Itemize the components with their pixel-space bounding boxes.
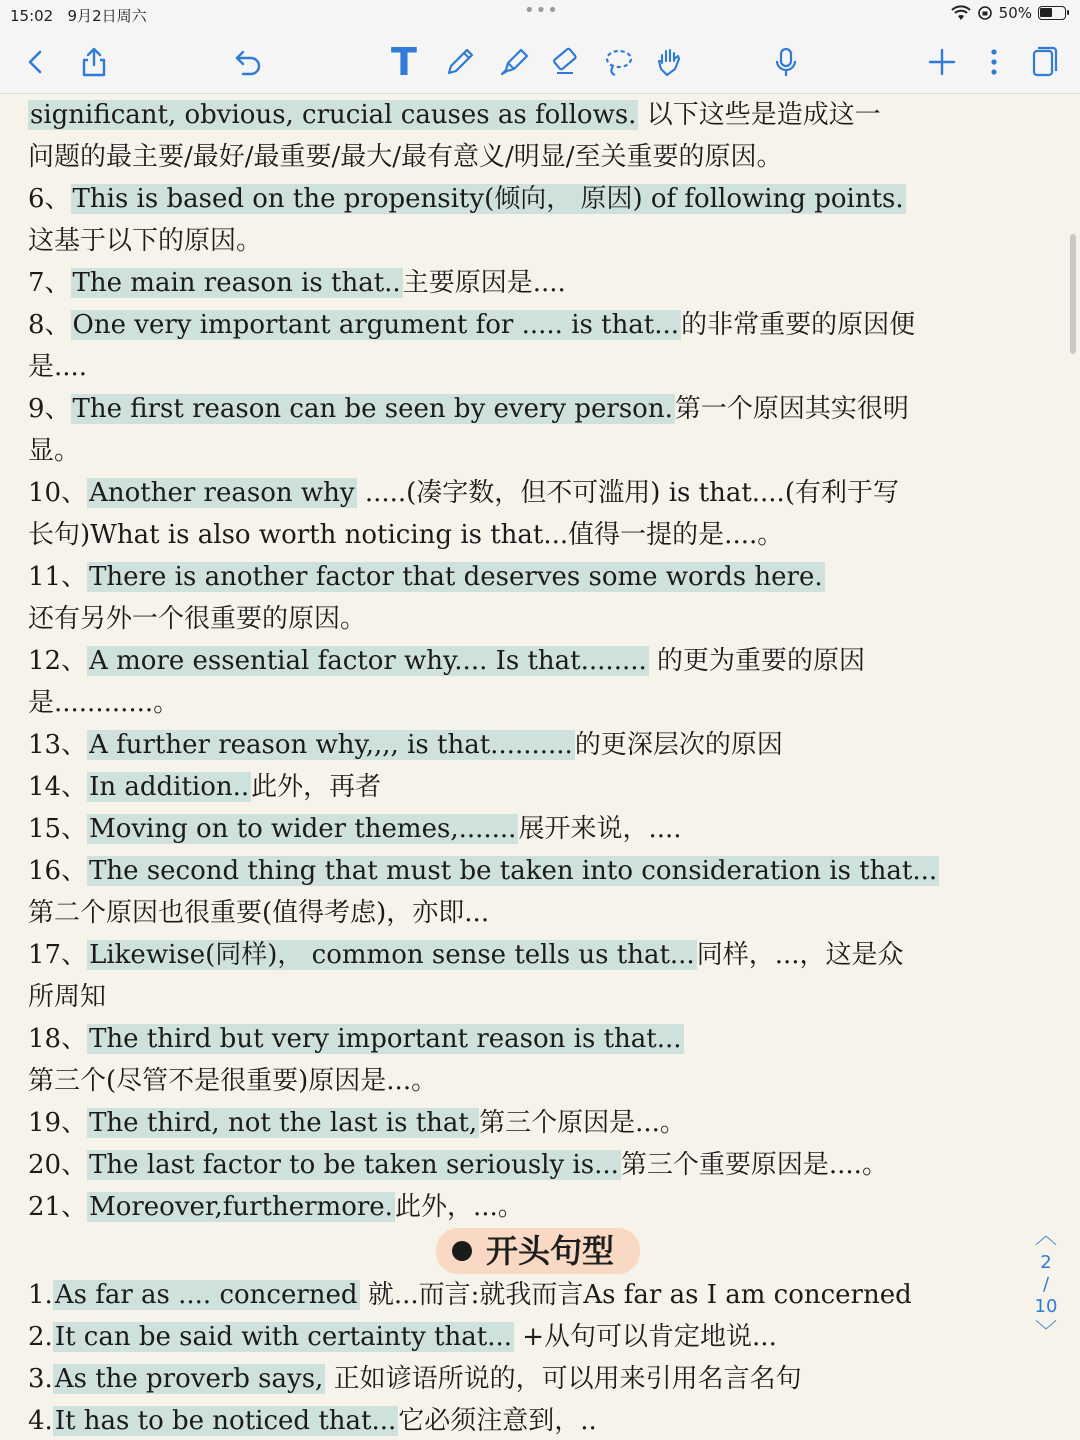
- line-number: 21、: [28, 1192, 88, 1222]
- note-text: 显。: [28, 436, 81, 466]
- line-number: 12、: [28, 646, 88, 676]
- note-text: 第三个原因是...。: [479, 1108, 686, 1138]
- line-number: 13、: [28, 730, 88, 760]
- note-line: [28, 556, 1048, 598]
- highlighted-phrase: There is another factor that deserves some words here.: [89, 562, 823, 592]
- section-heading: [28, 1228, 1048, 1274]
- status-right: [951, 4, 1066, 22]
- highlighted-phrase: It has to be noticed that...: [54, 1406, 397, 1436]
- note-text: 正如谚语所说的，可以用来引用名言名句: [325, 1364, 802, 1394]
- note-text: 它必须注意到，..: [398, 1406, 597, 1436]
- highlighted-phrase: As far as .... concerned: [54, 1280, 358, 1310]
- lasso-icon[interactable]: [598, 42, 638, 82]
- note-text: 同样，...，这是众: [696, 940, 904, 970]
- note-line: [28, 1102, 1048, 1144]
- add-icon[interactable]: [922, 42, 962, 82]
- section-heading-label: 开头句型: [436, 1228, 640, 1274]
- note-line: [28, 850, 1048, 892]
- note-line: [28, 640, 1048, 682]
- note-line: [28, 766, 1048, 808]
- note-line: [28, 220, 1048, 262]
- line-number: 2.: [28, 1322, 53, 1352]
- note-text: 此外，...。: [394, 1192, 524, 1222]
- page-up-icon[interactable]: ︿: [1034, 1224, 1057, 1249]
- note-text: 第三个重要原因是....。: [620, 1150, 888, 1180]
- note-line: [28, 934, 1048, 976]
- share-icon[interactable]: [74, 42, 114, 82]
- note-text: 以下这些是造成这一: [638, 100, 881, 130]
- highlighted-phrase: The main reason is that..: [72, 268, 401, 298]
- note-line: [28, 1144, 1048, 1186]
- line-number: 11、: [28, 562, 88, 592]
- line-number: 8、: [28, 310, 71, 340]
- line-number: 14、: [28, 772, 88, 802]
- note-text: 第二个原因也很重要(值得考虑)，亦即...: [28, 898, 490, 928]
- highlighted-phrase: This is based on the propensity(倾向， 原因) of following points.: [72, 184, 904, 214]
- note-text: 是............。: [28, 688, 180, 718]
- line-number: 20、: [28, 1150, 88, 1180]
- toolbar: [0, 28, 1080, 94]
- highlighted-phrase: As the proverb says,: [54, 1364, 324, 1394]
- note-line: [28, 724, 1048, 766]
- battery-icon: [1038, 6, 1066, 20]
- line-number: 15、: [28, 814, 88, 844]
- note-line: [28, 472, 1048, 514]
- line-number: 10、: [28, 478, 88, 508]
- note-text: 的非常重要的原因便: [681, 310, 916, 340]
- line-number: 3.: [28, 1364, 53, 1394]
- current-page: 2: [1040, 1252, 1052, 1273]
- highlighted-phrase: A more essential factor why.... Is that........: [89, 646, 647, 676]
- note-line: [28, 892, 1048, 934]
- back-icon[interactable]: [16, 42, 56, 82]
- date: 9月2日周六: [67, 7, 147, 25]
- note-text: 就...而言:就我而言As far as I am concerned: [359, 1280, 912, 1310]
- highlighted-phrase: Likewise(同样)， common sense tells us that...: [89, 940, 695, 970]
- note-text: +从句可以肯定地说...: [513, 1322, 777, 1352]
- note-line: [28, 1274, 1048, 1316]
- line-number: 17、: [28, 940, 88, 970]
- note-text: 所周知: [28, 982, 107, 1012]
- highlighted-phrase: Another reason why: [89, 478, 355, 508]
- text-tool-icon[interactable]: [384, 42, 424, 82]
- note-text: 还有另外一个很重要的原因。: [28, 604, 367, 634]
- multitasking-dots-icon[interactable]: •••: [524, 0, 559, 21]
- highlighted-phrase: One very important argument for ..... is that...: [72, 310, 680, 340]
- line-number: 6、: [28, 184, 71, 214]
- note-line: [28, 808, 1048, 850]
- text-tool-glyph: T: [391, 40, 417, 84]
- note-line: [28, 1018, 1048, 1060]
- note-text: 第三个(尽管不是很重要)原因是...。: [28, 1066, 438, 1096]
- pages-icon[interactable]: [1024, 42, 1064, 82]
- note-text: 主要原因是....: [402, 268, 566, 298]
- hand-icon[interactable]: [650, 42, 690, 82]
- note-line: [28, 136, 1048, 178]
- note-line: [28, 1186, 1048, 1228]
- line-number: 18、: [28, 1024, 88, 1054]
- page-separator: /: [1042, 1274, 1050, 1295]
- note-line: [28, 1400, 1048, 1440]
- note-line: [28, 514, 1048, 556]
- note-line: [28, 388, 1048, 430]
- highlighted-phrase: significant, obvious, crucial causes as follows.: [30, 100, 637, 130]
- note-line: [28, 178, 1048, 220]
- battery-percent: 50%: [998, 4, 1032, 22]
- note-line: [28, 262, 1048, 304]
- note-text: 展开来说，....: [518, 814, 682, 844]
- highlighted-phrase: The first reason can be seen by every person.: [72, 394, 673, 424]
- note-text: 第一个原因其实很明: [674, 394, 909, 424]
- highlighted-phrase: A further reason why,,,, is that..........: [89, 730, 573, 760]
- note-text: 的更深层次的原因: [574, 730, 783, 760]
- pen-icon[interactable]: [440, 42, 480, 82]
- line-number: 9、: [28, 394, 71, 424]
- line-number: 16、: [28, 856, 88, 886]
- highlighter-icon[interactable]: [494, 42, 534, 82]
- status-bar: [0, 0, 1080, 28]
- highlighted-phrase: The second thing that must be taken into consideration is that...: [89, 856, 938, 886]
- page-down-icon[interactable]: ﹀: [1034, 1320, 1057, 1345]
- note-line: [28, 346, 1048, 388]
- note-text: 问题的最主要/最好/最重要/最大/最有意义/明显/至关重要的原因。: [28, 142, 783, 172]
- highlighted-phrase: The last factor to be taken seriously is...: [89, 1150, 619, 1180]
- total-pages: 10: [1034, 1296, 1058, 1317]
- clock: 15:02: [10, 7, 54, 25]
- note-line: [28, 976, 1048, 1018]
- note-text: 的更为重要的原因: [648, 646, 866, 676]
- highlighted-phrase: In addition..: [89, 772, 250, 802]
- note-line: [28, 682, 1048, 724]
- highlighted-phrase: The third but very important reason is that...: [89, 1024, 682, 1054]
- page-indicator: [1026, 1222, 1066, 1348]
- highlighted-phrase: Moreover,furthermore.: [89, 1192, 393, 1222]
- scrollbar[interactable]: [1070, 234, 1076, 354]
- eraser-icon[interactable]: [546, 42, 586, 82]
- highlighted-phrase: The third, not the last is that,: [89, 1108, 478, 1138]
- more-icon[interactable]: [974, 42, 1014, 82]
- status-time: [10, 5, 147, 26]
- line-number: 4.: [28, 1406, 53, 1436]
- note-page[interactable]: [0, 94, 1080, 1440]
- line-number: 1.: [28, 1280, 53, 1310]
- line-number: 7、: [28, 268, 71, 298]
- mic-icon[interactable]: [766, 42, 806, 82]
- note-line: [28, 1358, 1048, 1400]
- note-text: 这基于以下的原因。: [28, 226, 263, 256]
- note-line: [28, 430, 1048, 472]
- line-number: 19、: [28, 1108, 88, 1138]
- note-line: [28, 598, 1048, 640]
- orientation-lock-icon: [977, 5, 993, 21]
- highlighted-phrase: It can be said with certainty that...: [54, 1322, 512, 1352]
- undo-icon[interactable]: [228, 42, 268, 82]
- note-text: 长句)What is also worth noticing is that...值得一提的是....。: [28, 520, 784, 550]
- note-line: [28, 94, 1048, 136]
- note-line: [28, 1316, 1048, 1358]
- note-line: [28, 304, 1048, 346]
- highlighted-phrase: Moving on to wider themes,.......: [89, 814, 517, 844]
- note-text: .....(凑字数，但不可滥用) is that....(有利于写: [356, 478, 899, 508]
- notes-body: [28, 94, 1048, 1440]
- note-text: 此外，再者: [251, 772, 382, 802]
- wifi-icon: [951, 5, 971, 21]
- note-line: [28, 1060, 1048, 1102]
- note-text: 是....: [28, 352, 88, 382]
